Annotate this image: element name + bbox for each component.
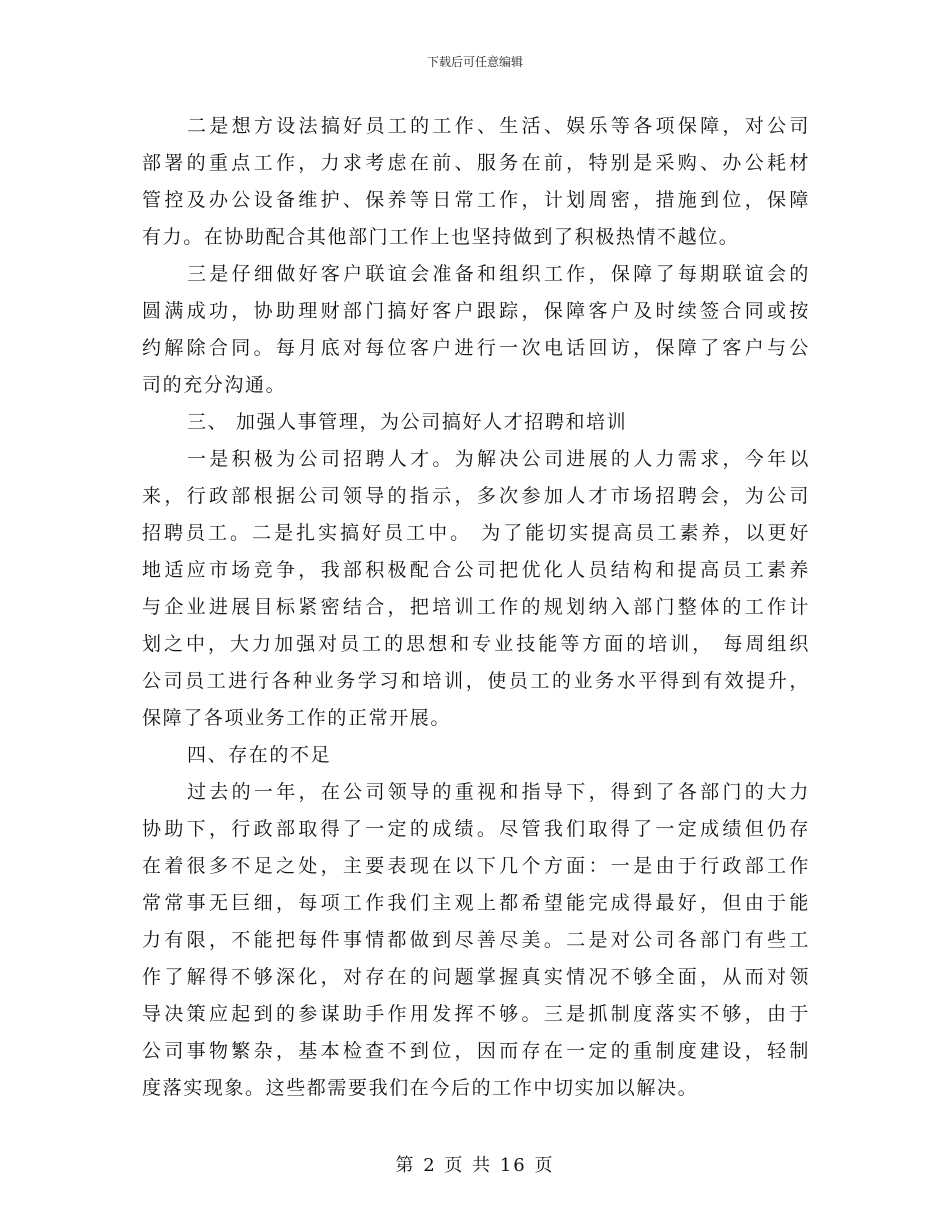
text-line: 地适应市场竞争，我部积极配合公司把优化人员结构和提高员工素养 — [142, 559, 810, 581]
text-line: 划之中，大力加强对员工的思想和专业技能等方面的培训， 每周组织 — [142, 633, 810, 655]
text-line: 公司员工进行各种业务学习和培训，使员工的业务水平得到有效提升， — [142, 670, 810, 692]
text-line: 四、存在的不足 — [187, 744, 332, 766]
text-line: 常常事无巨细，每项工作我们主观上都希望能完成得最好，但由于能 — [142, 892, 810, 914]
text-line: 三是仔细做好客户联谊会准备和组织工作，保障了每期联谊会的 — [187, 263, 810, 285]
text-line: 有力。在协助配合其他部门工作上也坚持做到了积极热情不越位。 — [142, 226, 740, 248]
text-line: 来，行政部根据公司领导的指示，多次参加人才市场招聘会，为公司 — [142, 485, 810, 507]
text-line: 保障了各项业务工作的正常开展。 — [142, 707, 452, 729]
text-line: 一是积极为公司招聘人才。为解决公司进展的人力需求，今年以 — [187, 448, 810, 470]
text-line: 约解除合同。每月底对每位客户进行一次电话回访，保障了客户与公 — [142, 337, 810, 359]
text-line: 二是想方设法搞好员工的工作、生活、娱乐等各项保障，对公司 — [187, 115, 810, 137]
text-line: 公司事物繁杂，基本检查不到位，因而存在一定的重制度建设，轻制 — [142, 1040, 810, 1062]
text-line: 力有限，不能把每件事情都做到尽善尽美。二是对公司各部门有些工 — [142, 929, 810, 951]
page-footer: 第 2 页 共 16 页 — [395, 1155, 555, 1176]
text-line: 导决策应起到的参谋助手作用发挥不够。三是抓制度落实不够，由于 — [142, 1003, 810, 1025]
text-line: 协助下，行政部取得了一定的成绩。尽管我们取得了一定成绩但仍存 — [142, 818, 810, 840]
page-header: 下载后可任意编辑 — [426, 55, 523, 69]
text-line: 过去的一年，在公司领导的重视和指导下，得到了各部门的大力 — [187, 781, 810, 803]
text-line: 司的充分沟通。 — [142, 374, 287, 396]
text-line: 度落实现象。这些都需要我们在今后的工作中切实加以解决。 — [142, 1077, 699, 1099]
text-line: 部署的重点工作，力求考虑在前、服务在前，特别是采购、办公耗材 — [142, 152, 810, 174]
text-line: 管控及办公设备维护、保养等日常工作，计划周密，措施到位，保障 — [142, 189, 810, 211]
text-line: 在着很多不足之处，主要表现在以下几个方面：一是由于行政部工作 — [142, 855, 810, 877]
text-line: 三、 加强人事管理，为公司搞好人才招聘和培训 — [187, 411, 628, 433]
text-line: 作了解得不够深化，对存在的问题掌握真实情况不够全面，从而对领 — [142, 966, 810, 988]
text-line: 招聘员工。二是扎实搞好员工中。 为了能切实提高员工素养，以更好 — [142, 522, 810, 544]
document-body — [142, 108, 810, 1107]
text-line: 圆满成功，协助理财部门搞好客户跟踪，保障客户及时续签合同或按 — [142, 300, 810, 322]
text-line: 与企业进展目标紧密结合，把培训工作的规划纳入部门整体的工作计 — [142, 596, 810, 618]
